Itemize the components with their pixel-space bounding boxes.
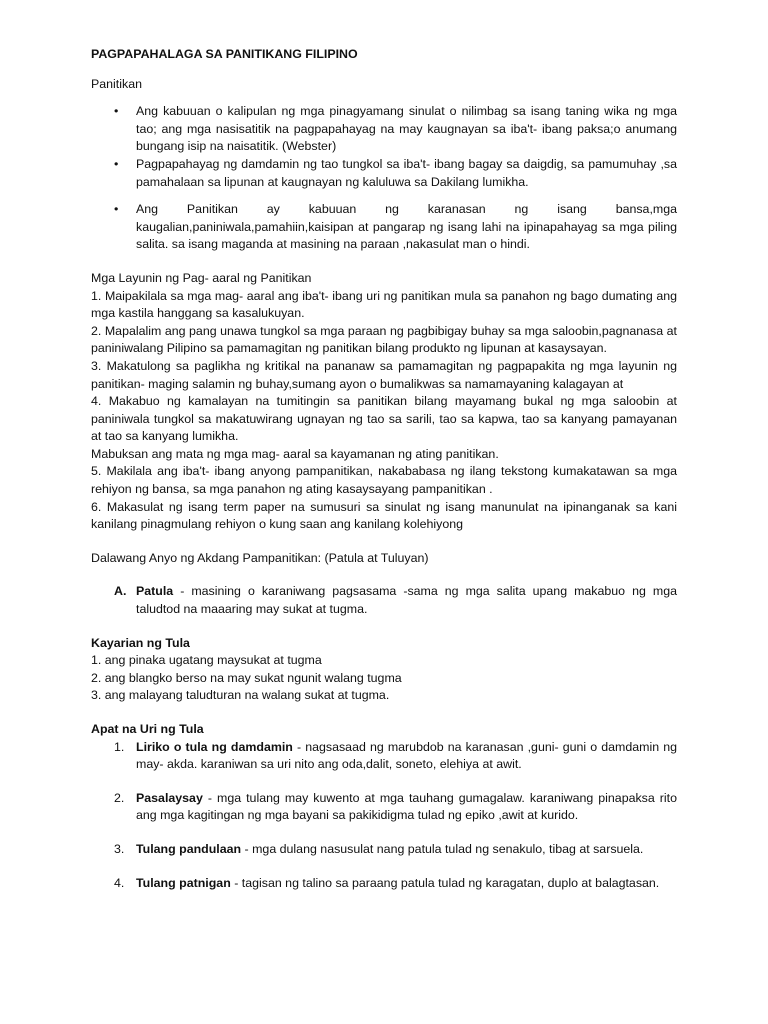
patula-definition: - masining o karaniwang pagsasama -sama ng mga salita upang makabuo ng mga taludtod na maaaring may sukat at tugma. [136, 584, 677, 617]
uri-number: 4. [114, 875, 125, 890]
uri-term: Tulang pandulaan [136, 841, 242, 856]
layunin-heading: Mga Layunin ng Pag- aaral ng Panitikan [91, 270, 312, 285]
bullet-item [91, 156, 677, 191]
uri-definition: - mga dulang nasusulat nang patula tulad ng senakulo, tibag at sarsuela. [241, 841, 644, 856]
patula-item [91, 583, 677, 618]
kayarian-list [91, 652, 677, 705]
kayarian-item: 3. ang malayang taludturan na walang sukat at tugma. [91, 688, 390, 703]
bullet-text: Ang kabuuan o kalipulan ng mga pinagyamang sinulat o nilimbag sa isang taning wika ng mga tao; ang mga nasisatitik na pagpapahayag na may kaugnayan sa iba't- ibang paksa;o anumang bungang isip na naisatitik. (Webster) [136, 104, 677, 154]
uri-item [91, 841, 677, 859]
uri-number: 3. [114, 841, 125, 856]
patula-marker: A. [114, 584, 127, 599]
bullet-text: Ang Panitikan ay kabuuan ng karanasan ng isang bansa,mga kaugalian,paniniwala,pamahiin,kaisipan at pangarap ng isang lahi na ipinapahayag sa mga piling salita. sa isang maganda at masining na paraan ,nakasulat man o hindi. [136, 202, 677, 252]
bullet-item [91, 103, 677, 156]
uri-list [91, 739, 677, 893]
bullet-icon: • [114, 202, 119, 217]
layunin-item: 1. Maipakilala sa mga mag- aaral ang iba't- ibang uri ng panitikan mula sa panahon ng bago dumating ang mga kastila hanggang sa kasalukuyan. [91, 288, 677, 321]
kayarian-item: 1. ang pinaka ugatang maysukat at tugma [91, 653, 322, 668]
bullet-icon: • [114, 104, 119, 119]
panitikan-definitions [91, 103, 677, 254]
uri-term: Pasalaysay [136, 790, 203, 805]
uri-number: 1. [114, 739, 125, 754]
layunin-item: 4. Makabuo ng kamalayan na tumitingin sa panitikan bilang mayamang bukal ng mga saloobin at paniniwala tungkol sa makatuwirang ugnayan ng tao sa sarili, tao sa kapwa, tao sa kanyang pamayanan at tao sa kanyang lumikha. [91, 394, 677, 444]
bullet-item [91, 201, 677, 254]
kayarian-item: 2. ang blangko berso na may sukat ngunit walang tugma [91, 670, 402, 685]
layunin-list [91, 288, 677, 534]
uri-heading: Apat na Uri ng Tula [91, 722, 204, 736]
layunin-item: 6. Makasulat ng isang term paper na sumusuri sa sinulat ng isang manunulat na ipinanganak sa kani kanilang pinagmulang rehiyon o kung saan ang kanilang kolehiyong [91, 499, 677, 532]
uri-number: 2. [114, 790, 125, 805]
uri-term: Liriko o tula ng damdamin [136, 739, 293, 754]
uri-item [91, 875, 677, 893]
patula-term: Patula [136, 584, 174, 599]
uri-definition: - nagsasaad ng marubdob na karanasan ,guni- guni o damdamin ng may- akda. karaniwan sa uri nito ang oda,dalit, soneto, elehiya at awit. [136, 739, 677, 772]
kayarian-heading: Kayarian ng Tula [91, 635, 190, 650]
document-title: PAGPAPAHALAGA SA PANITIKANG FILIPINO [91, 47, 358, 61]
bullet-text: Pagpapahayag ng damdamin ng tao tungkol sa iba't- ibang bagay sa daigdig, sa pamumuhay ,sa pamahalaan sa lipunan at kaugnayan ng kaluluwa sa Dakilang lumikha. [136, 156, 677, 189]
uri-item [91, 790, 677, 825]
layunin-item: 5. Makilala ang iba't- ibang anyong pampanitikan, nakababasa ng ilang tekstong kumakatawan sa mga rehiyon ng bansa, sa mga panahon ng ating kasaysayang pampanitikan . [91, 464, 677, 497]
uri-item [91, 739, 677, 774]
layunin-item: 3. Makatulong sa paglikha ng kritikal na pananaw sa pamamagitan ng pagpapakita ng mga layunin ng panitikan- maging salamin ng buhay,sumang ayon o bumalikwas sa namamayaning kalagayan at [91, 358, 677, 391]
panitikan-label: Panitikan [91, 76, 142, 91]
uri-definition: - tagisan ng talino sa paraang patula tulad ng karagatan, duplo at balagtasan. [230, 875, 660, 890]
bullet-icon: • [114, 156, 119, 171]
uri-term: Tulang patnigan [136, 875, 231, 890]
layunin-item: 2. Mapalalim ang pang unawa tungkol sa mga paraan ng pagbibigay buhay sa mga saloobin,pagnanasa at paniniwalang Pilipino sa pamamagitan ng panitikan bilang produkto ng lipunan at kasaysayan. [91, 323, 677, 356]
layunin-item: Mabuksan ang mata ng mga mag- aaral sa kayamanan ng ating panitikan. [91, 446, 499, 461]
patula-section [91, 583, 677, 618]
anyo-heading: Dalawang Anyo ng Akdang Pampanitikan: (Patula at Tuluyan) [91, 550, 429, 565]
uri-definition: - mga tulang may kuwento at mga tauhang gumagalaw. karaniwang pinapaksa rito ang mga kagitingan ng mga bayani sa pakikidigma tulad ng epiko ,awit at kurido. [136, 790, 677, 823]
